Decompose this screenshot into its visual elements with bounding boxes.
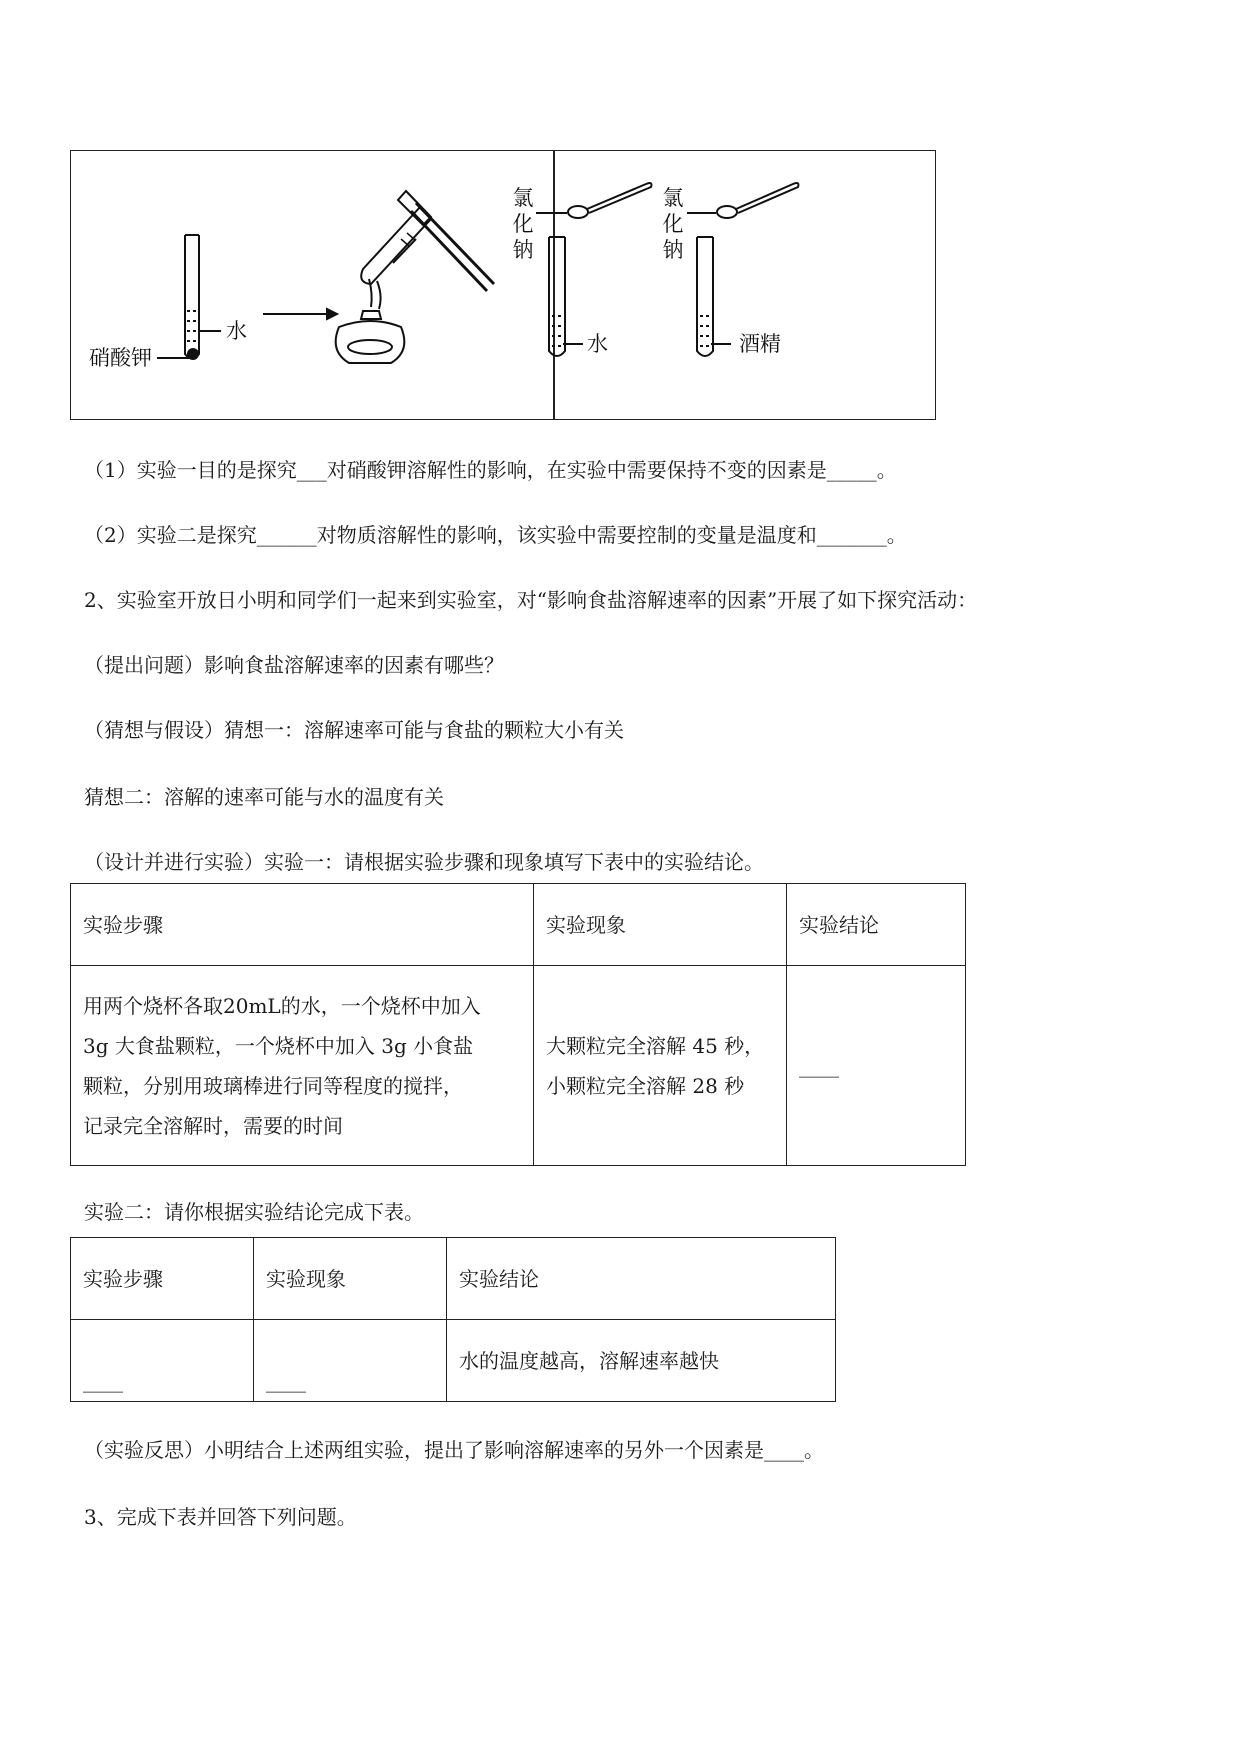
header-steps: 实验步骤 bbox=[71, 1238, 254, 1320]
cell-steps: 用两个烧杯各取20mL的水，一个烧杯中加入 3g 大食盐颗粒，一个烧杯中加入 3g 小食盐 颗粒，分别用玻璃棒进行同等程度的搅拌， 记录完全溶解时，需要的时间 bbox=[71, 966, 534, 1166]
cell-conclusion: 水的温度越高，溶解速率越快 bbox=[447, 1320, 836, 1402]
apparatus-drawing bbox=[71, 151, 937, 421]
q2-hypothesis-2: 猜想二：溶解的速率可能与水的温度有关 bbox=[84, 785, 444, 809]
header-phenomenon: 实验现象 bbox=[534, 884, 787, 966]
experiment-1-table bbox=[70, 883, 966, 1166]
q2-hypothesis-1: （猜想与假设）猜想一：溶解速率可能与食盐的颗粒大小有关 bbox=[84, 718, 624, 742]
label-nacl-2: 氯 化 钠 bbox=[662, 186, 684, 262]
exp2-intro: 实验二：请你根据实验结论完成下表。 bbox=[84, 1200, 424, 1224]
label-alcohol: 酒精 bbox=[739, 332, 781, 356]
label-water-right: 水 bbox=[587, 332, 608, 356]
label-water-left: 水 bbox=[226, 319, 247, 343]
arrow bbox=[263, 309, 337, 319]
header-steps: 实验步骤 bbox=[71, 884, 534, 966]
spoon-1 bbox=[536, 183, 651, 218]
q2-question: （提出问题）影响食盐溶解速率的因素有哪些？ bbox=[84, 653, 504, 677]
test-tube-right-1 bbox=[549, 237, 583, 356]
table-row bbox=[71, 1320, 836, 1402]
table-header-row bbox=[71, 1238, 836, 1320]
test-tube-right-2 bbox=[697, 237, 731, 356]
q2-intro: 2、实验室开放日小明和同学们一起来到实验室，对“影响食盐溶解速率的因素”开展了如下探究活动： bbox=[84, 588, 978, 612]
header-conclusion: 实验结论 bbox=[447, 1238, 836, 1320]
cell-phenomenon: 大颗粒完全溶解 45 秒， 小颗粒完全溶解 28 秒 bbox=[534, 966, 787, 1166]
q2-design: （设计并进行实验）实验一：请根据实验步骤和现象填写下表中的实验结论。 bbox=[84, 850, 764, 874]
q3-intro: 3、完成下表并回答下列问题。 bbox=[84, 1505, 357, 1529]
table-row bbox=[71, 966, 966, 1166]
header-conclusion: 实验结论 bbox=[787, 884, 966, 966]
label-potassium-nitrate: 硝酸钾 bbox=[89, 346, 152, 370]
test-tube-left bbox=[185, 235, 199, 359]
q1-part2: （2）实验二是探究______对物质溶解性的影响，该实验中需要控制的变量是温度和_______。 bbox=[84, 523, 907, 547]
heating-setup bbox=[336, 191, 494, 363]
header-phenomenon: 实验现象 bbox=[254, 1238, 447, 1320]
q2-reflection: （实验反思）小明结合上述两组实验，提出了影响溶解速率的另外一个因素是____。 bbox=[84, 1438, 824, 1462]
cell-steps-blank: ____ bbox=[71, 1320, 254, 1402]
cell-conclusion-blank: ____ bbox=[787, 966, 966, 1166]
spoon-2 bbox=[687, 183, 798, 218]
cell-phenomenon-blank: ____ bbox=[254, 1320, 447, 1402]
table-header-row bbox=[71, 884, 966, 966]
label-nacl-1: 氯 化 钠 bbox=[512, 186, 534, 262]
experiment-2-table bbox=[70, 1237, 836, 1402]
q1-part1: （1）实验一目的是探究___对硝酸钾溶解性的影响，在实验中需要保持不变的因素是_____。 bbox=[84, 458, 897, 482]
experiment-figure bbox=[70, 150, 936, 420]
